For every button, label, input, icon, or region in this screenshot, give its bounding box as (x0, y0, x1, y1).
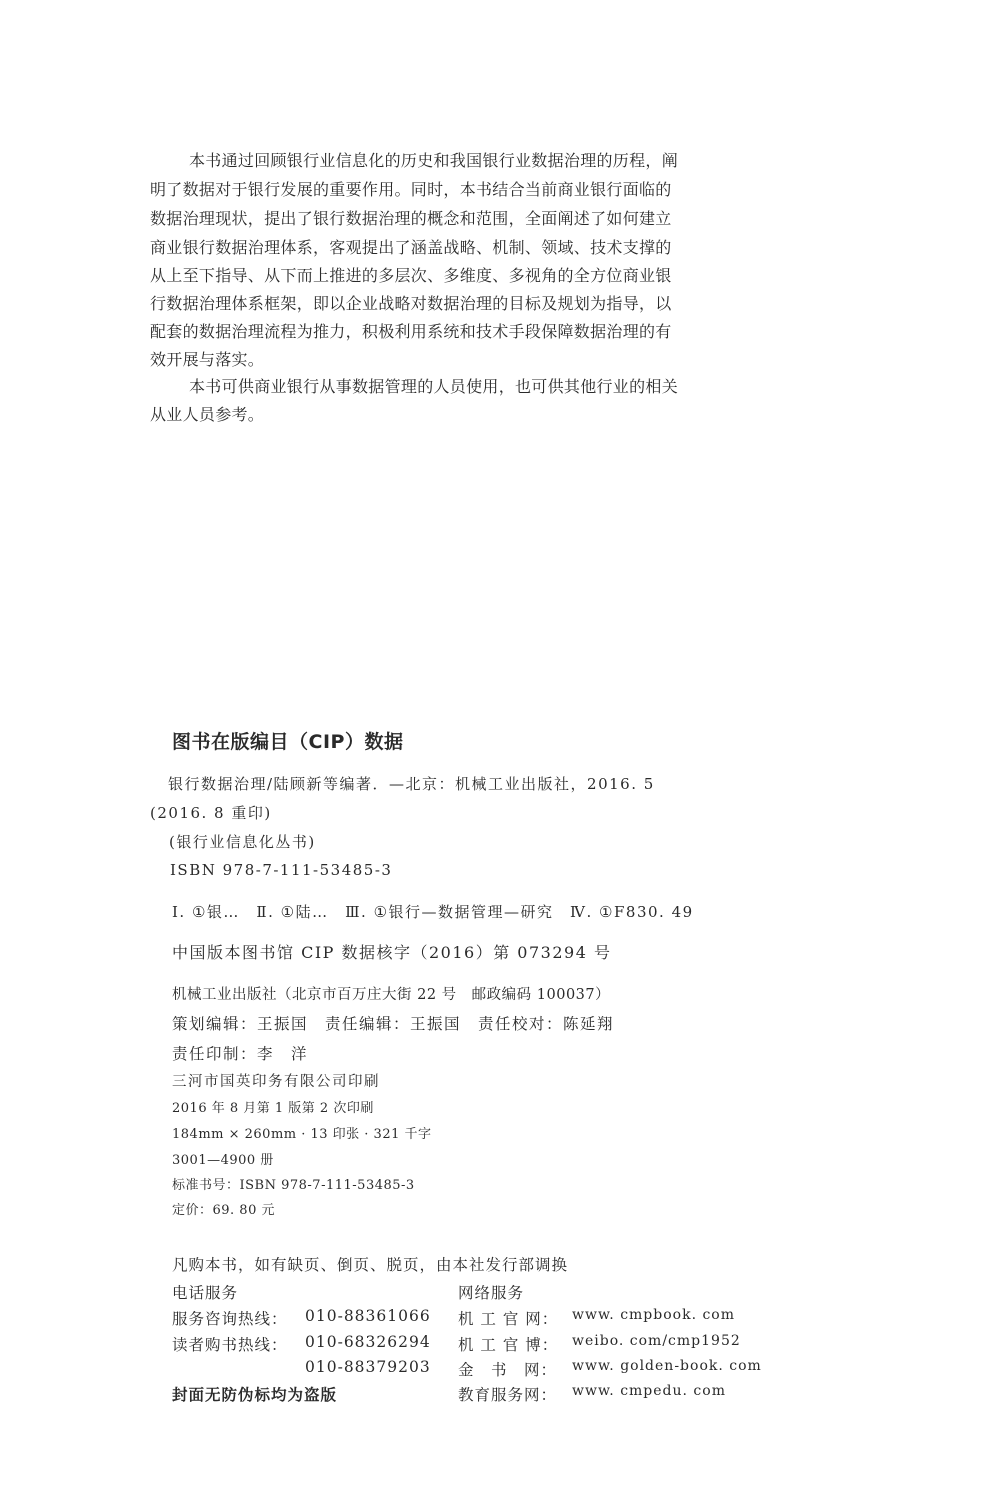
abstract-line: 数据治理现状，提出了银行数据治理的概念和范围，全面阐述了如何建立 (150, 209, 672, 228)
abstract-line: 商业银行数据治理体系，客观提出了涵盖战略、机制、领域、技术支撑的 (150, 238, 672, 257)
abstract-line: 效开展与落实。 (150, 350, 265, 369)
print-supervisor: 责任印制：李 洋 (172, 1045, 309, 1063)
abstract-line: 配套的数据治理流程为推力，积极利用系统和技术手段保障数据治理的有 (150, 322, 672, 341)
format: 184mm × 260mm · 13 印张 · 321 千字 (172, 1127, 432, 1142)
web-value: www. golden-book. com (572, 1358, 762, 1374)
abstract-line: 从业人员参考。 (150, 405, 265, 424)
web-service-heading: 网络服务 (458, 1284, 525, 1302)
web-label: 教育服务网： (458, 1386, 558, 1404)
cip-title: 图书在版编目（CIP）数据 (172, 731, 404, 753)
web-value: www. cmpedu. com (572, 1383, 726, 1399)
abstract-line: 本书可供商业银行从事数据管理的人员使用，也可供其他行业的相关 (189, 377, 679, 396)
standard-isbn: 标准书号：ISBN 978-7-111-53485-3 (172, 1178, 415, 1193)
abstract-line: 本书通过回顾银行业信息化的历史和我国银行业数据治理的历程，阐 (189, 151, 679, 170)
abstract-line: 行数据治理体系框架，即以企业战略对数据治理的目标及规划为指导，以 (150, 294, 672, 313)
abstract-line: 明了数据对于银行发展的重要作用。同时，本书结合当前商业银行面临的 (150, 180, 672, 199)
print-run: 3001—4900 册 (172, 1153, 274, 1168)
abstract-line: 从上至下指导、从下而上推进的多层次、多维度、多视角的全方位商业银 (150, 266, 672, 285)
replacement-notice: 凡购本书，如有缺页、倒页、脱页，由本社发行部调换 (172, 1256, 569, 1274)
cip-entry: 银行数据治理/陆顾新等编著．—北京：机械工业出版社，2016. 5 (168, 775, 655, 793)
web-value: weibo. com/cmp1952 (572, 1333, 741, 1349)
phone-service-heading: 电话服务 (172, 1284, 239, 1302)
phone-number: 010-88379203 (305, 1358, 431, 1376)
anti-counterfeit-notice: 封面无防伪标均为盗版 (172, 1386, 338, 1404)
cip-library-record: 中国版本图书馆 CIP 数据核字（2016）第 073294 号 (172, 943, 612, 962)
price: 定价：69. 80 元 (172, 1203, 275, 1218)
web-value: www. cmpbook. com (572, 1307, 736, 1323)
phone-label: 服务咨询热线： (172, 1310, 288, 1328)
edition: 2016 年 8 月第 1 版第 2 次印刷 (172, 1101, 374, 1116)
publisher-name: 机械工业出版社（北京市百万庄大街 22 号 邮政编码 100037） (172, 987, 611, 1003)
printer: 三河市国英印务有限公司印刷 (172, 1074, 380, 1090)
cip-reprint: (2016. 8 重印) (150, 804, 272, 822)
web-label: 机 工 官 网： (458, 1310, 559, 1328)
cip-classification: Ⅰ. ①银… Ⅱ. ①陆… Ⅲ. ①银行—数据管理—研究 Ⅳ. ①F830. 49 (172, 903, 694, 921)
editors: 策划编辑：王振国 责任编辑：王振国 责任校对：陈延翔 (172, 1015, 615, 1033)
phone-label: 读者购书热线： (172, 1336, 288, 1354)
phone-number: 010-88361066 (305, 1307, 431, 1325)
web-label: 机 工 官 博： (458, 1336, 559, 1354)
web-label: 金 书 网： (458, 1361, 558, 1379)
phone-number: 010-68326294 (305, 1333, 431, 1351)
cip-isbn: ISBN 978-7-111-53485-3 (170, 861, 393, 879)
cip-series: (银行业信息化丛书) (169, 833, 316, 851)
